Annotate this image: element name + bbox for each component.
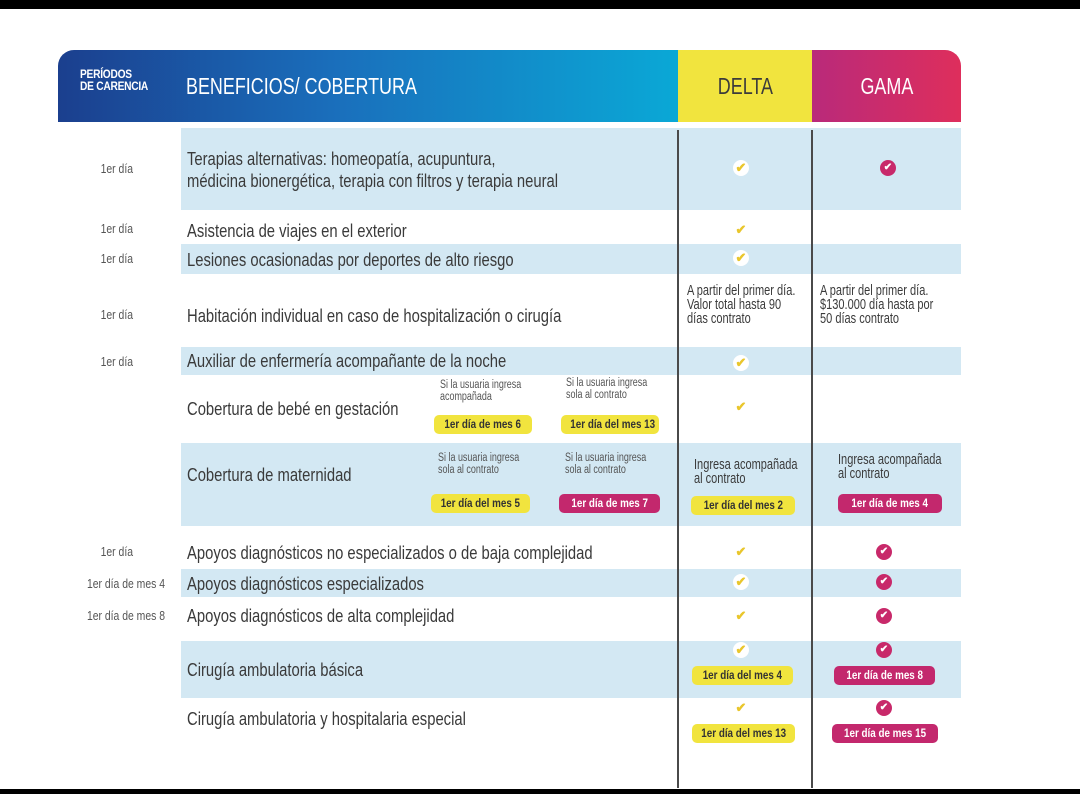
period-label: 1er día [100,354,133,369]
delta-room-note: A partir del primer día. Valor total hasta 90 días contrato [687,283,796,327]
badge-text: 1er día del mes 4 [702,668,783,682]
header-delta [678,50,812,122]
delta-check-icon [733,700,749,716]
benefit-label: Cirugía ambulatoria básica [187,659,364,680]
delta-check-icon [733,544,749,560]
condition-note: Si la usuaria ingresa sola al contrato [565,452,647,476]
waiting-period-badge [559,494,660,513]
badge-text: 1er día de mes 15 [843,726,927,740]
delta-waiting-badge [692,666,793,685]
header-gama-label: GAMA [860,72,913,99]
delta-check-icon [733,574,749,590]
badge-text: 1er día del mes 2 [703,498,783,512]
column-divider [677,130,679,788]
delta-check-icon [733,250,749,266]
gama-waiting-badge [838,494,942,513]
benefit-label: Cobertura de maternidad [187,464,352,485]
waiting-period-badge [561,415,659,434]
condition-note: Si la usuaria ingresa sola al contrato [566,377,648,401]
gama-maternity-note: Ingresa acompañada al contrato [838,452,942,482]
badge-text: 1er día del mes 13 [570,417,656,431]
gama-check-icon [876,642,892,658]
condition-note: Si la usuaria ingresa acompañada [440,379,522,403]
waiting-period-badge [431,494,530,513]
gama-check-icon [876,574,892,590]
period-label: 1er día [100,307,133,322]
header-delta-label: DELTA [717,72,773,99]
gama-waiting-badge [834,666,935,685]
benefit-label: Cirugía ambulatoria y hospitalaria especial [187,708,466,729]
column-divider [811,130,813,788]
badge-text: 1er día del mes 5 [440,496,521,510]
badge-text: 1er día de mes 8 [846,668,923,682]
delta-check-icon [733,399,749,415]
benefit-label: Apoyos diagnósticos no especializados o de baja complejidad [187,542,593,563]
gama-check-icon [876,608,892,624]
period-label: 1er día [100,251,133,266]
benefit-label: Auxiliar de enfermería acompañante de la noche [187,350,507,371]
badge-text: 1er día de mes 4 [851,496,929,510]
period-label: 1er día de mes 4 [86,576,165,591]
period-label: 1er día [100,221,133,236]
row-band [181,128,961,210]
gama-check-icon [880,160,896,176]
badge-text: 1er día de mes 7 [571,496,648,510]
header-periods-line1: PERÍODOS [80,67,132,81]
benefit-label: Cobertura de bebé en gestación [187,398,399,419]
header-gama [812,50,961,122]
gama-check-icon [876,700,892,716]
header-benefits-title: BENEFICIOS/ COBERTURA [186,72,417,99]
benefit-label: Habitación individual en caso de hospitalización o cirugía [187,305,562,326]
benefit-label: Asistencia de viajes en el exterior [187,220,407,241]
badge-text: 1er día de mes 6 [444,417,522,431]
delta-waiting-badge [691,496,795,515]
period-label: 1er día [100,544,133,559]
delta-check-icon [733,355,749,371]
header-periods [80,68,148,92]
benefit-label: Lesiones ocasionadas por deportes de alto riesgo [187,249,514,270]
benefits-table-page [0,9,1080,789]
delta-maternity-note: Ingresa acompañada al contrato [694,457,798,487]
delta-check-icon [733,160,749,176]
delta-waiting-badge [692,724,795,743]
header-periods-line2: DE CARENCIA [80,79,149,93]
period-label: 1er día [100,161,133,176]
benefit-label-line2: médicina bionergética, terapia con filtros y terapia neural [187,170,559,191]
benefit-label: Apoyos diagnósticos especializados [187,573,424,594]
benefit-label: Apoyos diagnósticos de alta complejidad [187,605,455,626]
badge-text: 1er día del mes 13 [701,726,787,740]
header-benefits [58,50,678,122]
gama-waiting-badge [832,724,938,743]
delta-check-icon [733,222,749,238]
gama-check-icon [876,544,892,560]
period-label: 1er día de mes 8 [86,608,165,623]
delta-check-icon [733,608,749,624]
condition-note: Si la usuaria ingresa sola al contrato [438,452,520,476]
delta-check-icon [733,642,749,658]
benefit-label: Terapias alternativas: homeopatía, acupuntura, [187,148,496,169]
gama-room-note: A partir del primer día. $130.000 día hasta por 50 días contrato [820,283,934,327]
waiting-period-badge [434,415,532,434]
